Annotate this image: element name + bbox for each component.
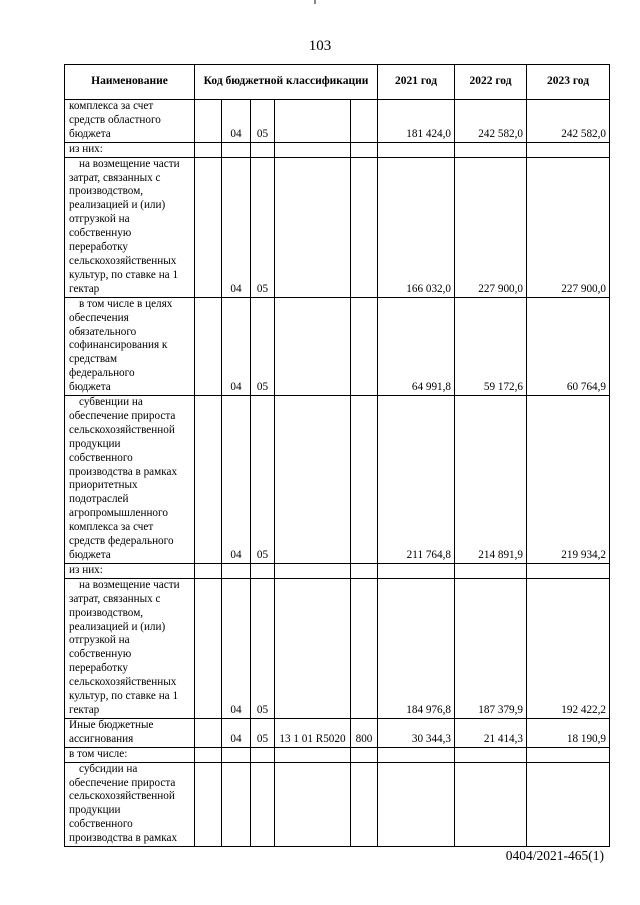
cell-name bbox=[65, 578, 195, 718]
cell-code-1 bbox=[195, 578, 222, 718]
cell-expense-type bbox=[351, 157, 378, 297]
cell-subsection: 05 bbox=[251, 396, 275, 564]
cell-value-2022: 214 891,9 bbox=[455, 396, 527, 564]
name-line: гектар bbox=[69, 282, 100, 295]
cell-value-2021 bbox=[378, 747, 455, 762]
name-line: сельскохозяйственной bbox=[69, 790, 175, 803]
name-line: Иные бюджетные bbox=[69, 718, 154, 731]
name-line: на возмещение части bbox=[79, 578, 180, 591]
name-line: в том числе в целях bbox=[79, 297, 173, 310]
cell-subsection bbox=[251, 762, 275, 846]
name-line: продукции bbox=[69, 804, 121, 817]
name-line: средствам bbox=[69, 353, 118, 366]
name-line: реализацией и (или) bbox=[69, 199, 166, 212]
cell-value-2022 bbox=[455, 762, 527, 846]
cell-name bbox=[65, 718, 195, 747]
cell-section: 04 bbox=[222, 396, 251, 564]
name-line: субсидии на bbox=[79, 762, 138, 775]
name-line: производства в рамках bbox=[69, 465, 178, 478]
cell-section bbox=[222, 563, 251, 578]
cell-section bbox=[222, 142, 251, 157]
cell-section: 04 bbox=[222, 297, 251, 395]
cell-section bbox=[222, 762, 251, 846]
cell-value-2023: 242 582,0 bbox=[527, 100, 610, 143]
budget-table bbox=[64, 64, 610, 847]
name-line: из них: bbox=[69, 142, 103, 155]
cell-value-2021 bbox=[378, 762, 455, 846]
name-line: на возмещение части bbox=[79, 157, 180, 170]
cell-value-2021: 211 764,8 bbox=[378, 396, 455, 564]
table-row bbox=[65, 100, 610, 143]
cell-code-1 bbox=[195, 718, 222, 747]
name-line: бюджета bbox=[69, 549, 111, 561]
cell-subsection: 05 bbox=[251, 578, 275, 718]
cell-target-article bbox=[275, 563, 351, 578]
table-row bbox=[65, 578, 610, 718]
table-row bbox=[65, 297, 610, 395]
name-line: бюджета bbox=[69, 127, 111, 140]
name-line: отгрузкой на bbox=[69, 634, 130, 647]
cell-name bbox=[65, 142, 195, 157]
name-line: из них: bbox=[69, 563, 103, 576]
name-line: субвенции на bbox=[79, 396, 143, 409]
name-line: затрат, связанных с bbox=[69, 592, 161, 605]
header-year-2022: 2022 год bbox=[455, 65, 527, 100]
cell-name bbox=[65, 563, 195, 578]
name-line: собственную bbox=[69, 227, 132, 240]
cell-code-1 bbox=[195, 157, 222, 297]
name-line: культур, по ставке на 1 bbox=[69, 268, 179, 281]
cell-target-article bbox=[275, 396, 351, 564]
name-line: бюджета bbox=[69, 381, 111, 394]
cell-value-2022: 227 900,0 bbox=[455, 157, 527, 297]
name-line: обеспечение прироста bbox=[69, 776, 176, 789]
cell-subsection: 05 bbox=[251, 100, 275, 143]
cell-value-2021: 64 991,8 bbox=[378, 297, 455, 395]
table-row bbox=[65, 142, 610, 157]
name-line: обеспечения bbox=[69, 311, 129, 324]
cell-section: 04 bbox=[222, 718, 251, 747]
name-line: продукции bbox=[69, 437, 121, 450]
cell-value-2021: 184 976,8 bbox=[378, 578, 455, 718]
name-line: переработку bbox=[69, 662, 128, 675]
page-number: 103 bbox=[308, 38, 332, 54]
name-line: культур, по ставке на 1 bbox=[69, 690, 179, 703]
cell-value-2023: 18 190,9 bbox=[527, 718, 610, 747]
cell-code-1 bbox=[195, 297, 222, 395]
name-line: софинансирования к bbox=[69, 339, 168, 352]
cell-value-2022 bbox=[455, 747, 527, 762]
name-line: комплекса за счет bbox=[69, 521, 154, 534]
cell-expense-type bbox=[351, 142, 378, 157]
cell-value-2021 bbox=[378, 142, 455, 157]
header-year-2021: 2021 год bbox=[378, 65, 455, 100]
cell-value-2023 bbox=[527, 563, 610, 578]
cell-subsection bbox=[251, 563, 275, 578]
name-line: затрат, связанных с bbox=[69, 171, 161, 184]
cell-expense-type: 800 bbox=[351, 718, 378, 747]
header-name: Наименование bbox=[65, 65, 195, 100]
cell-value-2023 bbox=[527, 762, 610, 846]
cell-target-article bbox=[275, 747, 351, 762]
table-row bbox=[65, 563, 610, 578]
cell-value-2022: 187 379,9 bbox=[455, 578, 527, 718]
cell-expense-type bbox=[351, 100, 378, 143]
name-line: производством, bbox=[69, 606, 144, 619]
name-line: производства в рамках bbox=[69, 832, 178, 845]
cell-subsection: 05 bbox=[251, 297, 275, 395]
table-row bbox=[65, 747, 610, 762]
cell-target-article bbox=[275, 157, 351, 297]
name-line: обязательного bbox=[69, 325, 137, 338]
cell-target-article: 13 1 01 R5020 bbox=[275, 718, 351, 747]
cell-value-2023 bbox=[527, 747, 610, 762]
cell-value-2023 bbox=[527, 142, 610, 157]
cell-value-2021: 30 344,3 bbox=[378, 718, 455, 747]
cell-name bbox=[65, 747, 195, 762]
cell-name bbox=[65, 157, 195, 297]
cell-expense-type bbox=[351, 762, 378, 846]
cell-expense-type bbox=[351, 297, 378, 395]
name-line: средств областного bbox=[69, 113, 161, 126]
name-line: сельскохозяйственной bbox=[69, 423, 175, 436]
name-line: собственную bbox=[69, 648, 132, 661]
name-line: комплекса за счет bbox=[69, 100, 154, 112]
table-row bbox=[65, 718, 610, 747]
cell-section bbox=[222, 747, 251, 762]
cell-code-1 bbox=[195, 396, 222, 564]
cell-value-2022 bbox=[455, 563, 527, 578]
name-line: сельскохозяйственных bbox=[69, 254, 177, 267]
table-row bbox=[65, 762, 610, 846]
cell-value-2021: 181 424,0 bbox=[378, 100, 455, 143]
cell-target-article bbox=[275, 100, 351, 143]
cell-target-article bbox=[275, 297, 351, 395]
cell-target-article bbox=[275, 578, 351, 718]
cell-value-2022: 21 414,3 bbox=[455, 718, 527, 747]
cell-value-2022 bbox=[455, 142, 527, 157]
name-line: переработку bbox=[69, 241, 128, 254]
name-line: приоритетных bbox=[69, 479, 138, 492]
cell-value-2023: 192 422,2 bbox=[527, 578, 610, 718]
cell-section: 04 bbox=[222, 157, 251, 297]
cell-expense-type bbox=[351, 747, 378, 762]
cell-name bbox=[65, 396, 195, 564]
cell-name bbox=[65, 762, 195, 846]
name-line: агропромышленного bbox=[69, 507, 168, 520]
name-line: собственного bbox=[69, 818, 133, 831]
name-line: гектар bbox=[69, 703, 100, 716]
name-line: собственного bbox=[69, 451, 133, 464]
table-row bbox=[65, 157, 610, 297]
cell-code-1 bbox=[195, 100, 222, 143]
name-line: реализацией и (или) bbox=[69, 620, 166, 633]
cell-subsection bbox=[251, 142, 275, 157]
cell-value-2023: 219 934,2 bbox=[527, 396, 610, 564]
cell-expense-type bbox=[351, 578, 378, 718]
name-line: отгрузкой на bbox=[69, 213, 130, 226]
name-line: подотраслей bbox=[69, 493, 129, 506]
name-line: средств федерального bbox=[69, 535, 174, 548]
name-line: обеспечение прироста bbox=[69, 409, 176, 422]
cell-code-1 bbox=[195, 142, 222, 157]
name-line: производством, bbox=[69, 185, 144, 198]
cell-value-2021 bbox=[378, 563, 455, 578]
cell-value-2023: 60 764,9 bbox=[527, 297, 610, 395]
cell-value-2023: 227 900,0 bbox=[527, 157, 610, 297]
table-row bbox=[65, 396, 610, 564]
name-line: сельскохозяйственных bbox=[69, 676, 177, 689]
cell-value-2021: 166 032,0 bbox=[378, 157, 455, 297]
cell-section: 04 bbox=[222, 578, 251, 718]
document-code: 0404/2021-465(1) bbox=[505, 848, 604, 863]
name-line: федерального bbox=[69, 367, 135, 380]
table-header-row bbox=[65, 65, 610, 100]
cell-value-2022: 59 172,6 bbox=[455, 297, 527, 395]
cell-code-1 bbox=[195, 747, 222, 762]
name-line: ассигнования bbox=[69, 732, 134, 745]
header-budget-code: Код бюджетной классификации bbox=[195, 65, 378, 100]
cell-subsection: 05 bbox=[251, 718, 275, 747]
cell-section: 04 bbox=[222, 100, 251, 143]
cell-expense-type bbox=[351, 563, 378, 578]
cell-value-2022: 242 582,0 bbox=[455, 100, 527, 143]
cell-target-article bbox=[275, 142, 351, 157]
cell-code-1 bbox=[195, 563, 222, 578]
name-line: в том числе: bbox=[69, 747, 128, 760]
cell-name bbox=[65, 100, 195, 143]
cell-name bbox=[65, 297, 195, 395]
header-year-2023: 2023 год bbox=[527, 65, 610, 100]
cell-expense-type bbox=[351, 396, 378, 564]
cell-code-1 bbox=[195, 762, 222, 846]
cell-subsection bbox=[251, 747, 275, 762]
cell-subsection: 05 bbox=[251, 157, 275, 297]
cell-target-article bbox=[275, 762, 351, 846]
scan-mark bbox=[314, 0, 316, 4]
